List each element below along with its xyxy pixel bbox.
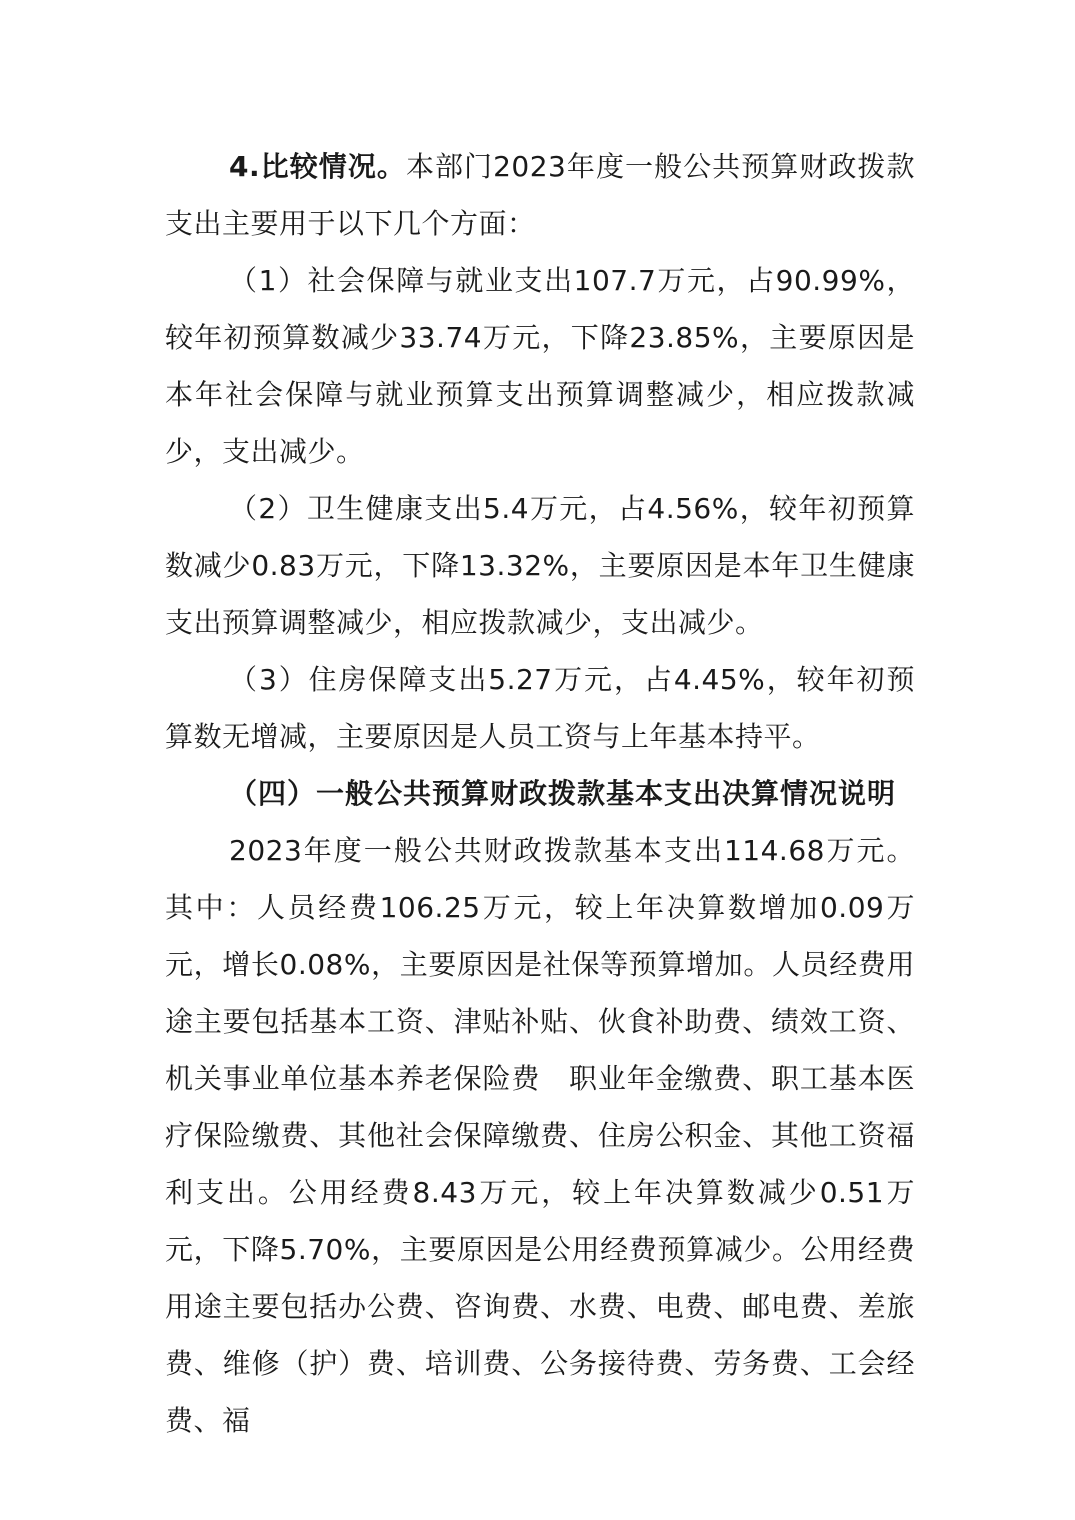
item-social-security: （1）社会保障与就业支出107.7万元，占90.99%，较年初预算数减少33.74万元，下降23.85%，主要原因是本年社会保障与就业预算支出预算调整减少，相应拨款减少，支出减少。 xyxy=(165,264,915,468)
basic-expense-paragraph: 2023年度一般公共财政拨款基本支出114.68万元。其中：人员经费106.25万元，较上年决算数增加0.09万元，增长0.08%，主要原因是社保等预算增加。人员经费用途主要包括基本工资、津贴补贴、伙食补助费、绩效工资、机关事业单位基本养老保险费 职业年金缴费、职工基本医疗保险缴费、其他社会保障缴费、住房公积金、其他工资福利支出。公用经费8.43万元，较上年决算数减少0.51万元，下降5.70%，主要原因是公用经费预算减少。公用经费用途主要包括办公费、咨询费、水费、电费、邮电费、差旅费、维修（护）费、培训费、公务接待费、劳务费、工会经费、福 xyxy=(165,834,915,1437)
comparison-text: 本部门2023年度一般公共预算财政拨款支出主要用于以下几个方面： xyxy=(165,150,915,240)
comparison-lead: 4.比较情况。 xyxy=(229,150,406,183)
document-page xyxy=(165,138,915,1449)
item-housing: （3）住房保障支出5.27万元，占4.45%，较年初预算数无增减，主要原因是人员工资与上年基本持平。 xyxy=(165,663,915,753)
item-health: （2）卫生健康支出5.4万元，占4.56%，较年初预算数减少0.83万元，下降13.32%，主要原因是本年卫生健康支出预算调整减少，相应拨款减少，支出减少。 xyxy=(165,492,915,639)
section-heading-basic-expense: （四）一般公共预算财政拨款基本支出决算情况说明 xyxy=(229,777,897,810)
comparison-paragraph xyxy=(165,138,915,252)
